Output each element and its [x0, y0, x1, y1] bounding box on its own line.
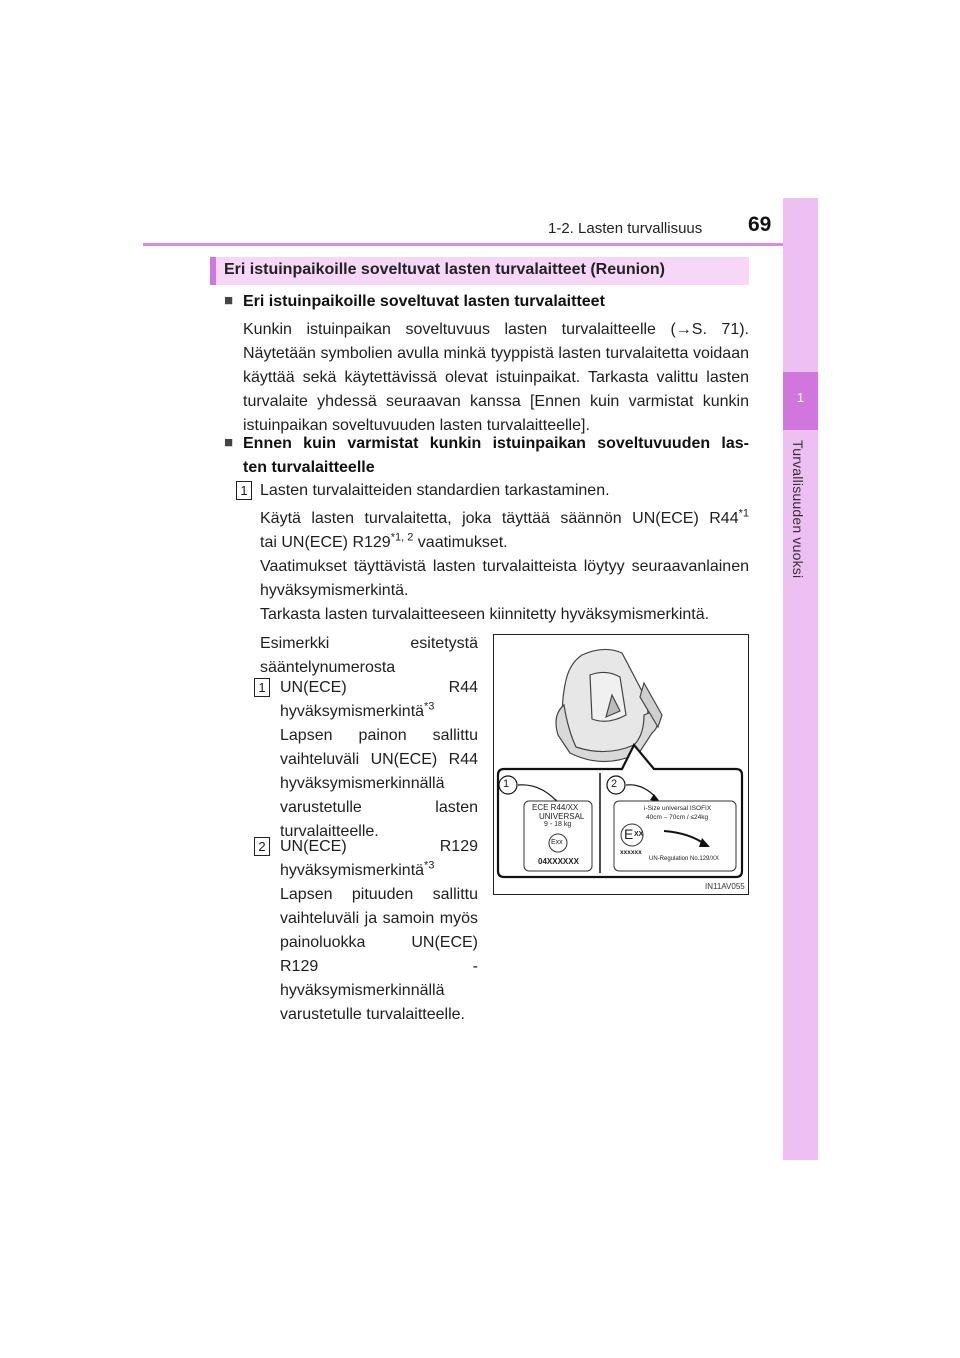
item-number-box: 1: [254, 678, 270, 697]
callout-2: 2: [611, 778, 618, 790]
step1-title: Lasten turvalaitteiden standardien tarkastaminen.: [260, 482, 610, 499]
bullet1-heading: Eri istuinpaikoille soveltuvat lasten turvalaitteet: [243, 293, 605, 310]
label1-code: 04XXXXXX: [538, 857, 579, 866]
approval-label-figure: [493, 634, 749, 895]
step1-text-c: vaatimukset.: [413, 534, 508, 551]
header-rule: [143, 243, 818, 246]
section-banner: Eri istuinpaikoille soveltuvat lasten turvalaitteet (Reunion): [210, 257, 749, 285]
bullet2-heading-line2: ten turvalaitteelle: [243, 459, 375, 476]
item-number-box: 2: [254, 837, 270, 856]
label2-line1: i-Size universal ISOFIX: [644, 805, 712, 812]
bullet1-text: Kunkin istuinpaikan soveltuvuus lasten turvalaitteelle (→S. 71). Näytetään symbolien avulla minkä tyyppistä lasten turvalaitetta voidaan käyttää sekä käytettävissä olevat istuinpaikat. Tarkasta valittu lasten turvalaite yhdessä seuraavan kanssa [Ennen kuin varmistat kunkin istuinpaikan soveltuvuuden lasten turvalaitteelle].: [243, 321, 749, 434]
item1-title: [280, 676, 478, 724]
bullet-square-icon: ■: [224, 292, 234, 309]
label2-regulation: UN-Regulation No.129/XX: [649, 856, 720, 862]
item2-title-text: UN(ECE) R129 hyväksymismerkintä: [280, 838, 478, 879]
step1-text-b: tai UN(ECE) R129: [260, 534, 391, 551]
footnote-ref: *3: [424, 700, 435, 713]
item2-desc: Lapsen pituuden sallittu vaihteluväli ja samoin myös painoluokka UN(ECE) R129 -hyväksymismerkinnällä varustetulle turvalaitteelle.: [280, 886, 478, 1023]
label1-line1: ECE R44/XX: [532, 803, 579, 812]
step1-standard-line2: [260, 531, 749, 555]
label2-line2: 40cm – 70cm / ≤24kg: [646, 814, 709, 821]
footnote-ref: *1, 2: [390, 531, 414, 544]
item1-desc: Lapsen painon sallittu vaihteluväli UN(ECE) R44 hyväksymismerkinnällä varustetulle lasten turvalaitteelle.: [280, 727, 478, 840]
side-chapter-number: 1: [796, 390, 805, 405]
label1-mark: Exx: [551, 839, 563, 846]
footnote-ref: *3: [424, 859, 435, 872]
label1-line2: UNIVERSAL: [539, 812, 585, 821]
step1-para2: Vaatimukset täyttävistä lasten turvalaitteista löytyy seuraavanlainen hyväksymismerkintä.: [260, 558, 749, 599]
step1-standard-text: [260, 507, 749, 555]
example-intro: Esimerkki esitetystä sääntelynumerosta: [260, 635, 478, 676]
page-number: 69: [748, 213, 772, 236]
footnote-ref: *1: [738, 507, 749, 520]
label1-line3: 9 - 18 kg: [544, 821, 572, 828]
step1-text-a: Käytä lasten turvalaitetta, joka täyttää säännön UN(ECE) R44: [260, 510, 739, 527]
side-chapter-tab: [783, 198, 818, 1160]
label2-mark-xx: XX: [634, 831, 644, 838]
figure-id: IN11AV055: [705, 882, 745, 891]
step1-para3: Tarkasta lasten turvalaitteeseen kiinnitetty hyväksymismerkintä.: [260, 606, 710, 623]
bullet2-heading: [243, 432, 749, 480]
side-chapter-title: Turvallisuuden vuoksi: [790, 440, 806, 579]
bullet-square-icon: ■: [224, 434, 234, 451]
item1-title-text: UN(ECE) R44 hyväksymismerkintä: [280, 679, 478, 720]
label2-code: xxxxxx: [620, 849, 642, 856]
item2-title: [280, 835, 478, 883]
bullet2-heading-line1: Ennen kuin varmistat kunkin istuinpaikan soveltuvuuden las-: [243, 435, 749, 452]
step1-standard-line1: [260, 507, 749, 531]
callout-1: 1: [503, 778, 510, 790]
label2-mark-e: E: [624, 826, 634, 842]
header-section-title: 1-2. Lasten turvallisuus: [548, 220, 703, 237]
step-number-box: 1: [236, 481, 252, 500]
